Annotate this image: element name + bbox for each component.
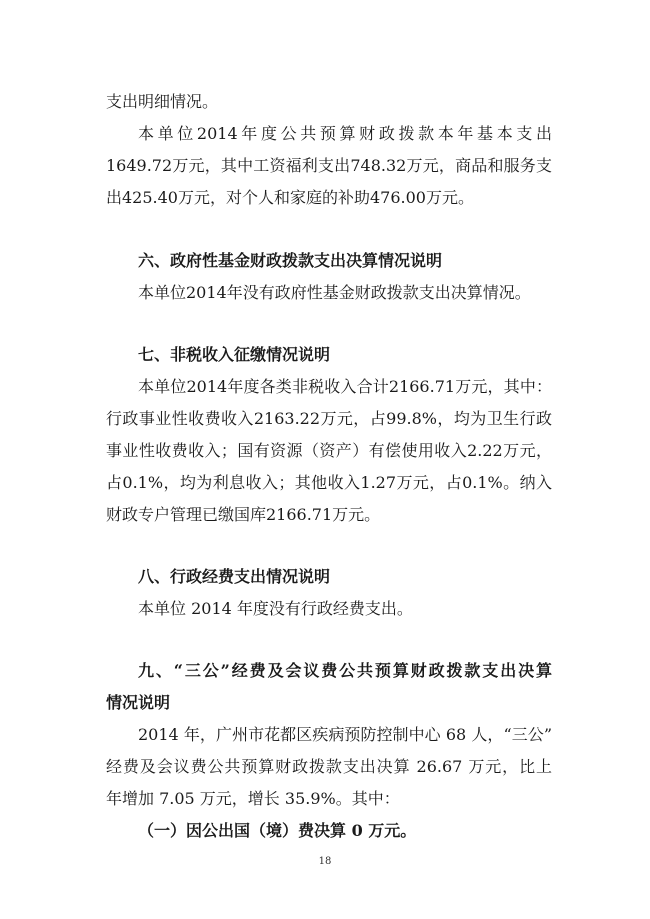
text-line: 本单位 2014 年度没有行政经费支出。	[138, 599, 413, 618]
text-line: 2014 年，广州市花都区疾病预防控制中心 68 人，“三公”	[138, 725, 552, 744]
section-heading-continued: 情况说明	[106, 693, 171, 712]
text-line: 占0.1%，均为利息收入；其他收入1.27万元，占0.1%。纳入	[106, 473, 552, 492]
text-line: 行政事业性收费收入2163.22万元，占99.8%，均为卫生行政	[106, 409, 552, 428]
text-line: 1649.72万元，其中工资福利支出748.32万元，商品和服务支	[106, 156, 552, 175]
text-line: 财政专户管理已缴国库2166.71万元。	[106, 505, 381, 524]
text-line: 经费及会议费公共预算财政拨款支出决算 26.67 万元，比上	[106, 757, 552, 776]
text-line: 支出明细情况。	[106, 92, 219, 111]
text-line: 本单位2014年度公共预算财政拨款本年基本支出	[138, 124, 552, 143]
section-heading: 九、“三公”经费及会议费公共预算财政拨款支出决算	[138, 661, 552, 680]
text-line: 本单位2014年没有政府性基金财政拨款支出决算情况。	[138, 283, 531, 302]
section-heading: 八、行政经费支出情况说明	[138, 567, 331, 586]
text-line: 本单位2014年度各类非税收入合计2166.71万元，其中：	[138, 377, 552, 396]
section-heading: 七、非税收入征缴情况说明	[138, 345, 331, 364]
page-number: 18	[318, 856, 332, 867]
section-heading: 六、政府性基金财政拨款支出决算情况说明	[138, 251, 443, 270]
text-line: 事业性收费收入；国有资源（资产）有偿使用收入2.22万元，	[106, 441, 552, 460]
text-line: 年增加 7.05 万元，增长 35.9%。其中：	[106, 789, 400, 808]
subsection-heading: （一）因公出国（境）费决算 0 万元。	[138, 821, 417, 840]
text-line: 出425.40万元，对个人和家庭的补助476.00万元。	[106, 188, 474, 207]
